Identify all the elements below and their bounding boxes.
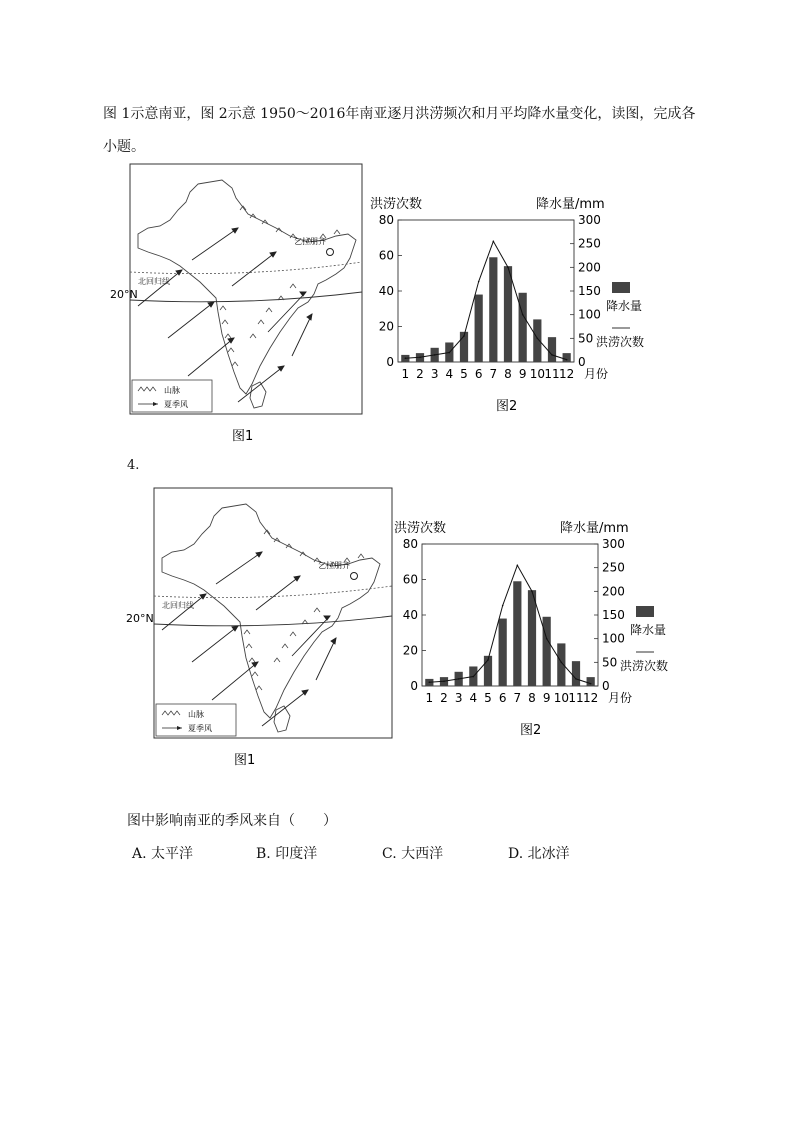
flood-point-9 xyxy=(522,314,524,316)
legend-bar-swatch xyxy=(612,282,630,293)
question-number: 4. xyxy=(127,458,140,473)
flood-point-6 xyxy=(478,281,480,283)
legend-line-label: 洪涝次数 xyxy=(596,335,645,349)
lat-label: 20°N xyxy=(110,288,138,301)
flood-point-11 xyxy=(551,354,553,356)
x-tick-11: 11 xyxy=(544,367,560,381)
y-right-tick-100: 100 xyxy=(578,307,601,322)
map-figure xyxy=(130,164,362,414)
option-c-label: C. xyxy=(382,846,397,862)
x-tick-12: 12 xyxy=(559,367,575,381)
legend-bar-swatch xyxy=(636,606,654,617)
x-tick-11: 11 xyxy=(568,691,584,705)
x-tick-3: 3 xyxy=(430,367,439,381)
y-left-tick-40: 40 xyxy=(378,284,394,298)
x-tick-2: 2 xyxy=(440,691,448,705)
flood-point-3 xyxy=(458,678,460,680)
y-right-tick-250: 250 xyxy=(602,560,625,575)
flood-point-10 xyxy=(561,662,563,664)
y-right-tick-150: 150 xyxy=(578,284,601,298)
tropic-label: 北回归线 xyxy=(138,277,170,286)
flood-point-1 xyxy=(429,681,431,683)
bar-month-10 xyxy=(533,319,541,362)
y-left-label: 洪涝次数 xyxy=(394,521,447,536)
legend-bar-label: 降水量 xyxy=(630,623,667,637)
flood-point-10 xyxy=(537,338,539,340)
y-right-tick-50: 50 xyxy=(578,331,594,346)
legend-mountain-label: 山脉 xyxy=(164,386,180,395)
x-tick-4: 4 xyxy=(445,367,454,381)
option-a[interactable] xyxy=(132,843,193,863)
tropic-label-2: 北回归线 xyxy=(162,601,194,610)
bar-month-12 xyxy=(563,353,571,362)
map-frame xyxy=(130,164,362,414)
y-left-tick-60: 60 xyxy=(402,572,418,587)
figure-svg-1 xyxy=(110,162,700,452)
flood-point-1 xyxy=(405,357,407,359)
option-c[interactable] xyxy=(382,843,443,863)
bar-month-12 xyxy=(587,677,595,686)
bar-month-10 xyxy=(557,643,565,686)
map-outline xyxy=(138,180,356,394)
x-tick-6: 6 xyxy=(498,691,507,705)
map-figure-repeat xyxy=(154,488,392,738)
option-b-text: 印度洋 xyxy=(275,846,318,862)
bar-month-11 xyxy=(572,661,580,686)
x-label: 月份 xyxy=(584,367,609,381)
option-d-text: 北冰洋 xyxy=(527,846,570,862)
figure-svg-2 xyxy=(126,486,724,776)
legend-bar-label: 降水量 xyxy=(606,299,643,313)
flood-point-7 xyxy=(517,565,519,567)
flood-point-5 xyxy=(463,335,465,337)
y-right-tick-200: 200 xyxy=(578,260,601,275)
x-label: 月份 xyxy=(608,691,633,705)
y-left-tick-0: 0 xyxy=(386,355,394,369)
y-right-tick-100: 100 xyxy=(602,631,625,646)
flood-point-8 xyxy=(507,267,509,269)
y-left-tick-60: 60 xyxy=(378,248,394,263)
y-right-tick-200: 200 xyxy=(602,584,625,599)
chart-caption: 图2 xyxy=(496,399,518,414)
option-a-text: 太平洋 xyxy=(151,846,194,862)
bar-month-6 xyxy=(499,619,507,686)
bar-month-8 xyxy=(504,266,512,362)
flood-point-3 xyxy=(434,354,436,356)
y-left-label: 洪涝次数 xyxy=(370,197,423,212)
city-label: 乞拉朋齐 xyxy=(294,237,326,246)
flood-rain-chart xyxy=(370,196,644,414)
x-tick-7: 7 xyxy=(489,367,498,381)
option-a-label: A. xyxy=(132,846,147,862)
y-right-tick-50: 50 xyxy=(602,655,618,670)
figure-block-2 xyxy=(126,486,724,776)
x-tick-7: 7 xyxy=(513,691,522,705)
legend-mountain-label-2: 山脉 xyxy=(188,710,204,719)
y-right-tick-150: 150 xyxy=(602,608,625,622)
legend-line-label: 洪涝次数 xyxy=(620,659,669,673)
wind-arrows xyxy=(138,228,312,402)
mountain-marks xyxy=(220,206,340,366)
intro-text: 图 1示意南亚，图 2示意 1950～2016年南亚逐月洪涝频次和月平均降水量变化，读图，完成各小题。 xyxy=(103,106,696,155)
flood-point-12 xyxy=(566,359,568,361)
y-right-label: 降水量/mm xyxy=(560,521,629,536)
y-left-tick-0: 0 xyxy=(410,679,418,693)
x-tick-9: 9 xyxy=(518,367,527,381)
city-label-2: 乞拉朋齐 xyxy=(318,561,350,570)
flood-point-2 xyxy=(443,680,445,682)
x-tick-3: 3 xyxy=(454,691,463,705)
city-marker xyxy=(327,249,334,256)
legend-wind-label-2: 夏季风 xyxy=(188,724,212,733)
flood-point-5 xyxy=(487,659,489,661)
bar-month-9 xyxy=(543,617,551,686)
y-right-tick-300: 300 xyxy=(578,213,601,227)
flood-rain-chart-2 xyxy=(394,520,668,738)
bar-month-6 xyxy=(475,295,483,362)
option-b-label: B. xyxy=(256,846,271,862)
plot-frame xyxy=(398,220,574,362)
lat-20-line xyxy=(130,292,362,302)
flood-point-6 xyxy=(502,605,504,607)
flood-line xyxy=(405,241,566,359)
y-left-tick-40: 40 xyxy=(402,608,418,622)
x-tick-8: 8 xyxy=(528,691,536,705)
tropic-line xyxy=(130,262,362,274)
x-tick-6: 6 xyxy=(474,367,483,381)
x-tick-8: 8 xyxy=(504,367,512,381)
option-d-label: D. xyxy=(508,846,524,862)
map-caption-2: 图1 xyxy=(234,753,256,768)
x-tick-12: 12 xyxy=(583,691,599,705)
x-tick-10: 10 xyxy=(553,691,569,705)
y-right-tick-0: 0 xyxy=(578,355,586,369)
bar-month-7 xyxy=(489,257,497,362)
figure-block-1 xyxy=(110,162,700,452)
question-text: 图中影响南亚的季风来自（ ） xyxy=(127,813,337,829)
x-tick-2: 2 xyxy=(416,367,424,381)
flood-line xyxy=(429,565,590,683)
flood-point-9 xyxy=(546,638,548,640)
flood-point-7 xyxy=(493,241,495,243)
x-tick-1: 1 xyxy=(401,367,410,381)
x-tick-1: 1 xyxy=(425,691,434,705)
y-right-tick-0: 0 xyxy=(602,679,610,693)
bar-month-7 xyxy=(513,581,521,686)
flood-point-2 xyxy=(419,356,421,358)
flood-point-11 xyxy=(575,678,577,680)
y-left-tick-80: 80 xyxy=(378,213,394,227)
bar-month-8 xyxy=(528,590,536,686)
option-c-text: 大西洋 xyxy=(401,846,444,862)
flood-point-8 xyxy=(531,591,533,593)
chart-caption: 图2 xyxy=(520,723,542,738)
bar-month-9 xyxy=(519,293,527,362)
x-tick-5: 5 xyxy=(484,691,492,705)
y-left-tick-20: 20 xyxy=(378,319,394,334)
y-right-tick-300: 300 xyxy=(602,537,625,551)
flood-point-12 xyxy=(590,683,592,685)
x-tick-4: 4 xyxy=(469,691,478,705)
map-caption: 图1 xyxy=(232,429,254,444)
y-right-label: 降水量/mm xyxy=(536,197,605,212)
flood-point-4 xyxy=(449,352,451,354)
x-tick-10: 10 xyxy=(529,367,545,381)
bar-month-11 xyxy=(548,337,556,362)
x-tick-9: 9 xyxy=(542,691,551,705)
legend-wind-label: 夏季风 xyxy=(164,400,188,409)
lat-label-2: 20°N xyxy=(126,612,154,625)
plot-frame xyxy=(422,544,598,686)
option-b[interactable] xyxy=(256,843,317,863)
option-d[interactable] xyxy=(508,843,570,863)
flood-point-4 xyxy=(473,676,475,678)
y-right-tick-250: 250 xyxy=(578,236,601,251)
x-tick-5: 5 xyxy=(460,367,468,381)
y-left-tick-20: 20 xyxy=(402,643,418,658)
y-left-tick-80: 80 xyxy=(402,537,418,551)
